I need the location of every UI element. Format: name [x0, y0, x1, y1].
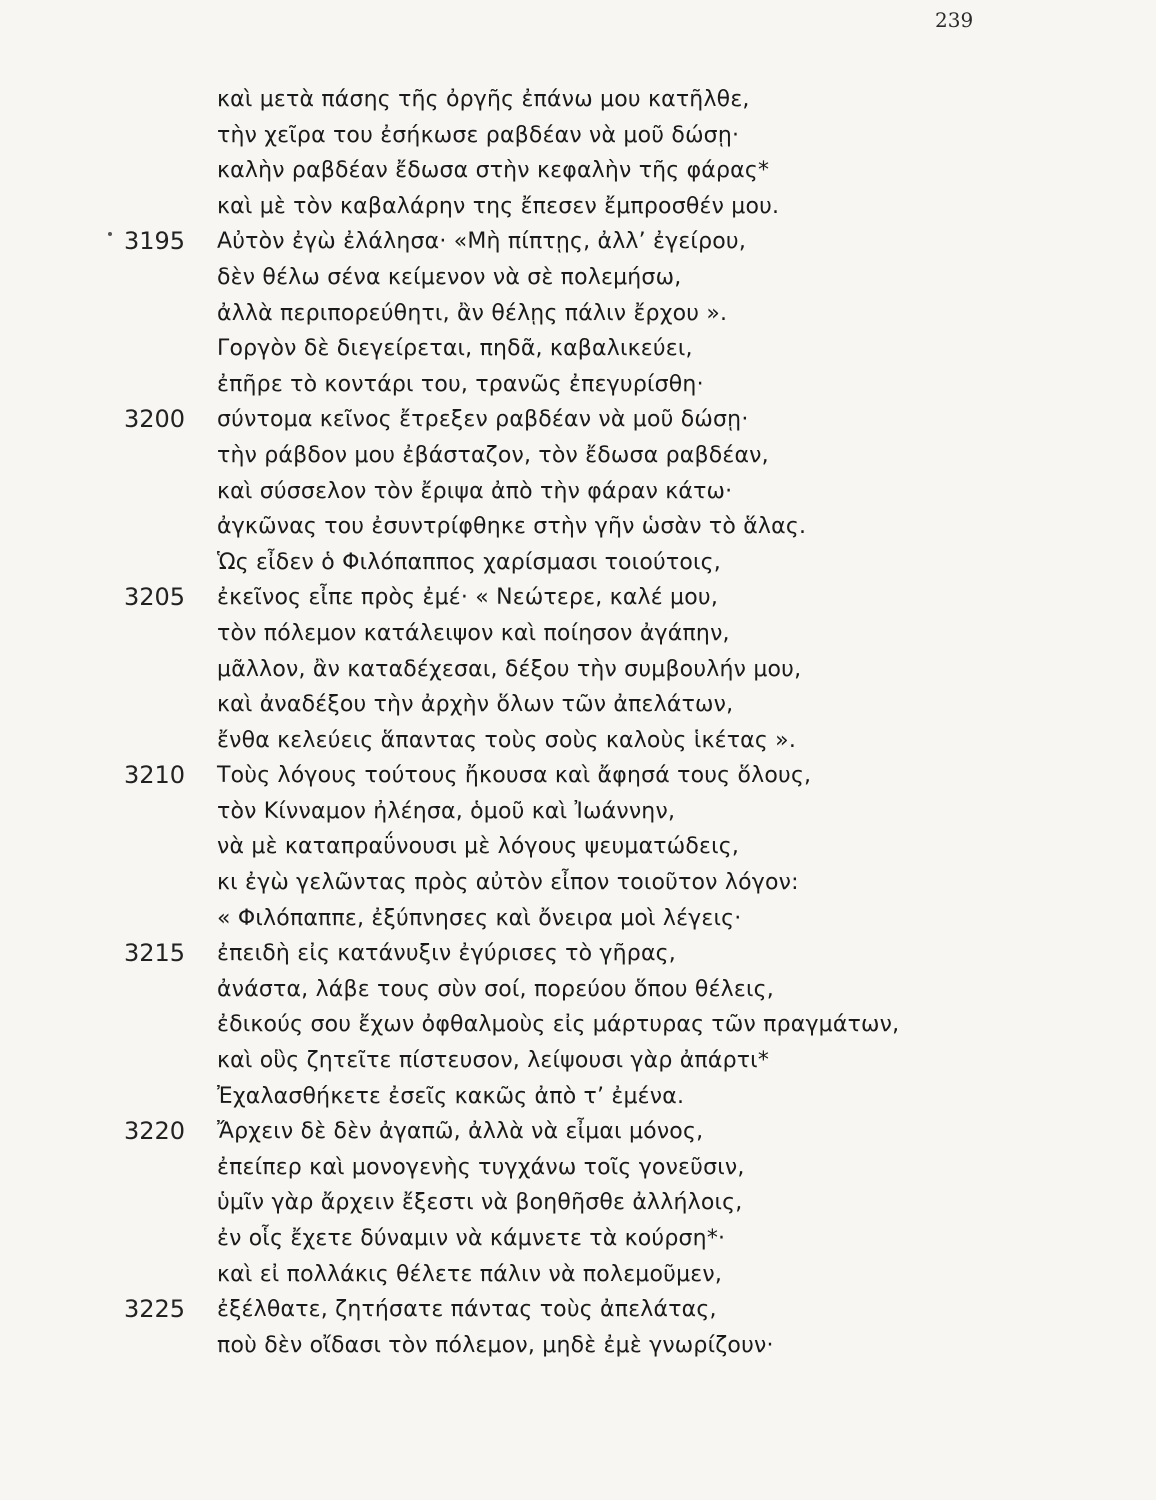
poem-line	[0, 1328, 1156, 1364]
line-text: ἀνάστα, λάβε τους σὺν σοί, πορεύου ὅπου θέλεις,	[217, 976, 774, 1002]
line-text: δὲν θέλω σένα κείμενον νὰ σὲ πολεμήσω,	[217, 264, 682, 290]
poem-line	[0, 189, 1156, 225]
poem-line	[0, 1007, 1156, 1043]
line-text: τὴν ράβδον μου ἐβάσταζον, τὸν ἔδωσα ραβδέαν,	[217, 442, 769, 468]
line-text: ἔνθα κελεύεις ἅπαντας τοὺς σοὺς καλοὺς ἱκέτας ».	[217, 727, 797, 753]
line-text: καὶ ἀναδέξου τὴν ἀρχὴν ὅλων τῶν ἀπελάτων,	[217, 692, 734, 718]
line-text: ἐξέλθατε, ζητήσατε πάντας τοὺς ἀπελάτας,	[217, 1297, 717, 1323]
line-text: Τοὺς λόγους τούτους ἤκουσα καὶ ἄφησά τους ὅλους,	[217, 763, 812, 789]
line-text: ἀλλὰ περιπορεύθητι, ἂν θέλῃς πάλιν ἔρχου ».	[217, 300, 728, 326]
poem-line	[0, 723, 1156, 759]
line-number: 3225	[124, 1295, 186, 1324]
line-text: τὸν πόλεμον κατάλειψον καὶ ποίησον ἀγάπην,	[217, 620, 730, 646]
poem-line	[0, 224, 1156, 260]
line-text: καλὴν ραβδέαν ἔδωσα στὴν κεφαλὴν τῆς φάρας*	[217, 158, 770, 184]
line-text: καὶ σύσσελον τὸν ἔριψα ἀπὸ τὴν φάραν κάτω·	[217, 478, 733, 504]
poem-line	[0, 367, 1156, 403]
poem-line	[0, 82, 1156, 118]
poem-line	[0, 652, 1156, 688]
poem-line	[0, 758, 1156, 794]
poem-line	[0, 118, 1156, 154]
poem-line	[0, 438, 1156, 474]
poem-line	[0, 1292, 1156, 1328]
line-text: Γοργὸν δὲ διεγείρεται, πηδᾶ, καβαλικεύει,	[217, 336, 693, 362]
poem-line	[0, 153, 1156, 189]
line-text: κι ἐγὼ γελῶντας πρὸς αὐτὸν εἶπον τοιοῦτον λόγον:	[217, 870, 799, 896]
poem-line	[0, 794, 1156, 830]
line-number: 3195	[124, 227, 186, 256]
page-number: 239	[935, 8, 974, 32]
poem-line	[0, 1150, 1156, 1186]
line-text: Ἄρχειν δὲ δὲν ἀγαπῶ, ἀλλὰ νὰ εἶμαι μόνος,	[217, 1119, 704, 1145]
line-text: σύντομα κεῖνος ἔτρεξεν ραβδέαν νὰ μοῦ δώσῃ·	[217, 407, 749, 433]
line-text: καὶ οὓς ζητεῖτε πίστευσον, λείψουσι γὰρ ἀπάρτι*	[217, 1048, 770, 1074]
line-text: νὰ μὲ καταπραΰνουσι μὲ λόγους ψευματώδεις,	[217, 834, 740, 860]
poem-line	[0, 901, 1156, 937]
poem-line	[0, 580, 1156, 616]
poem-line	[0, 474, 1156, 510]
line-number: 3200	[124, 405, 186, 434]
poem-line	[0, 1221, 1156, 1257]
line-text: ἐπείπερ καὶ μονογενὴς τυγχάνω τοῖς γονεῦσιν,	[217, 1154, 745, 1180]
line-text: καὶ μὲ τὸν καβαλάρην της ἔπεσεν ἔμπροσθέν μου.	[217, 193, 780, 219]
line-number: 3215	[124, 939, 186, 968]
poem-line	[0, 331, 1156, 367]
poem-line	[0, 402, 1156, 438]
line-text: ὑμῖν γὰρ ἄρχειν ἔξεστι νὰ βοηθῆσθε ἀλλήλοις,	[217, 1190, 743, 1216]
poem-text-block	[0, 82, 1156, 1363]
line-text: ἐν οἷς ἔχετε δύναμιν νὰ κάμνετε τὰ κούρση*·	[217, 1226, 726, 1251]
poem-line	[0, 865, 1156, 901]
line-number: 3220	[124, 1117, 186, 1146]
poem-line	[0, 296, 1156, 332]
poem-line	[0, 1079, 1156, 1115]
line-text: ἐδικούς σου ἔχων ὀφθαλμοὺς εἰς μάρτυρας τῶν πραγμάτων,	[217, 1012, 900, 1038]
line-number: 3205	[124, 583, 186, 612]
line-text: Αὐτὸν ἐγὼ ἐλάλησα· «Μὴ πίπτῃς, ἀλλ’ ἐγείρου,	[217, 229, 747, 255]
poem-line	[0, 972, 1156, 1008]
poem-line	[0, 509, 1156, 545]
line-number: 3210	[124, 761, 186, 790]
line-text: ἐκεῖνος εἶπε πρὸς ἐμέ· « Νεώτερε, καλέ μου,	[217, 585, 719, 611]
line-text: Ὡς εἶδεν ὁ Φιλόπαππος χαρίσμασι τοιούτοις,	[217, 549, 721, 575]
poem-line	[0, 1043, 1156, 1079]
poem-line	[0, 687, 1156, 723]
poem-line	[0, 545, 1156, 581]
poem-line	[0, 616, 1156, 652]
poem-line	[0, 1257, 1156, 1293]
line-text: « Φιλόπαππε, ἐξύπνησες καὶ ὄνειρα μοὶ λέγεις·	[217, 905, 742, 931]
line-text: ἐπῆρε τὸ κοντάρι του, τρανῶς ἐπεγυρίσθη·	[217, 371, 704, 397]
poem-line	[0, 1185, 1156, 1221]
line-text: τὸν Κίνναμον ἠλέησα, ὁμοῦ καὶ Ἰωάννην,	[217, 798, 676, 824]
line-text: ἀγκῶνας του ἐσυντρίφθηκε στὴν γῆν ὡσὰν τὸ ἅλας.	[217, 514, 807, 540]
line-text: ἐπειδὴ εἰς κατάνυξιν ἐγύρισες τὸ γῆρας,	[217, 941, 676, 967]
line-text: Ἐχαλασθήκετε ἐσεῖς κακῶς ἀπὸ τ’ ἐμένα.	[217, 1083, 685, 1109]
line-text: καὶ μετὰ πάσης τῆς ὀργῆς ἐπάνω μου κατῆλθε,	[217, 87, 750, 112]
poem-line	[0, 936, 1156, 972]
line-text: τὴν χεῖρα του ἐσήκωσε ραβδέαν νὰ μοῦ δώσῃ·	[217, 122, 740, 148]
poem-line	[0, 1114, 1156, 1150]
line-text: καὶ εἰ πολλάκις θέλετε πάλιν νὰ πολεμοῦμεν,	[217, 1261, 723, 1287]
line-text: μᾶλλον, ἂν καταδέχεσαι, δέξου τὴν συμβουλήν μου,	[217, 656, 802, 682]
line-text: ποὺ δὲν οἴδασι τὸν πόλεμον, μηδὲ ἐμὲ γνωρίζουν·	[217, 1332, 774, 1358]
poem-line	[0, 260, 1156, 296]
poem-line	[0, 829, 1156, 865]
